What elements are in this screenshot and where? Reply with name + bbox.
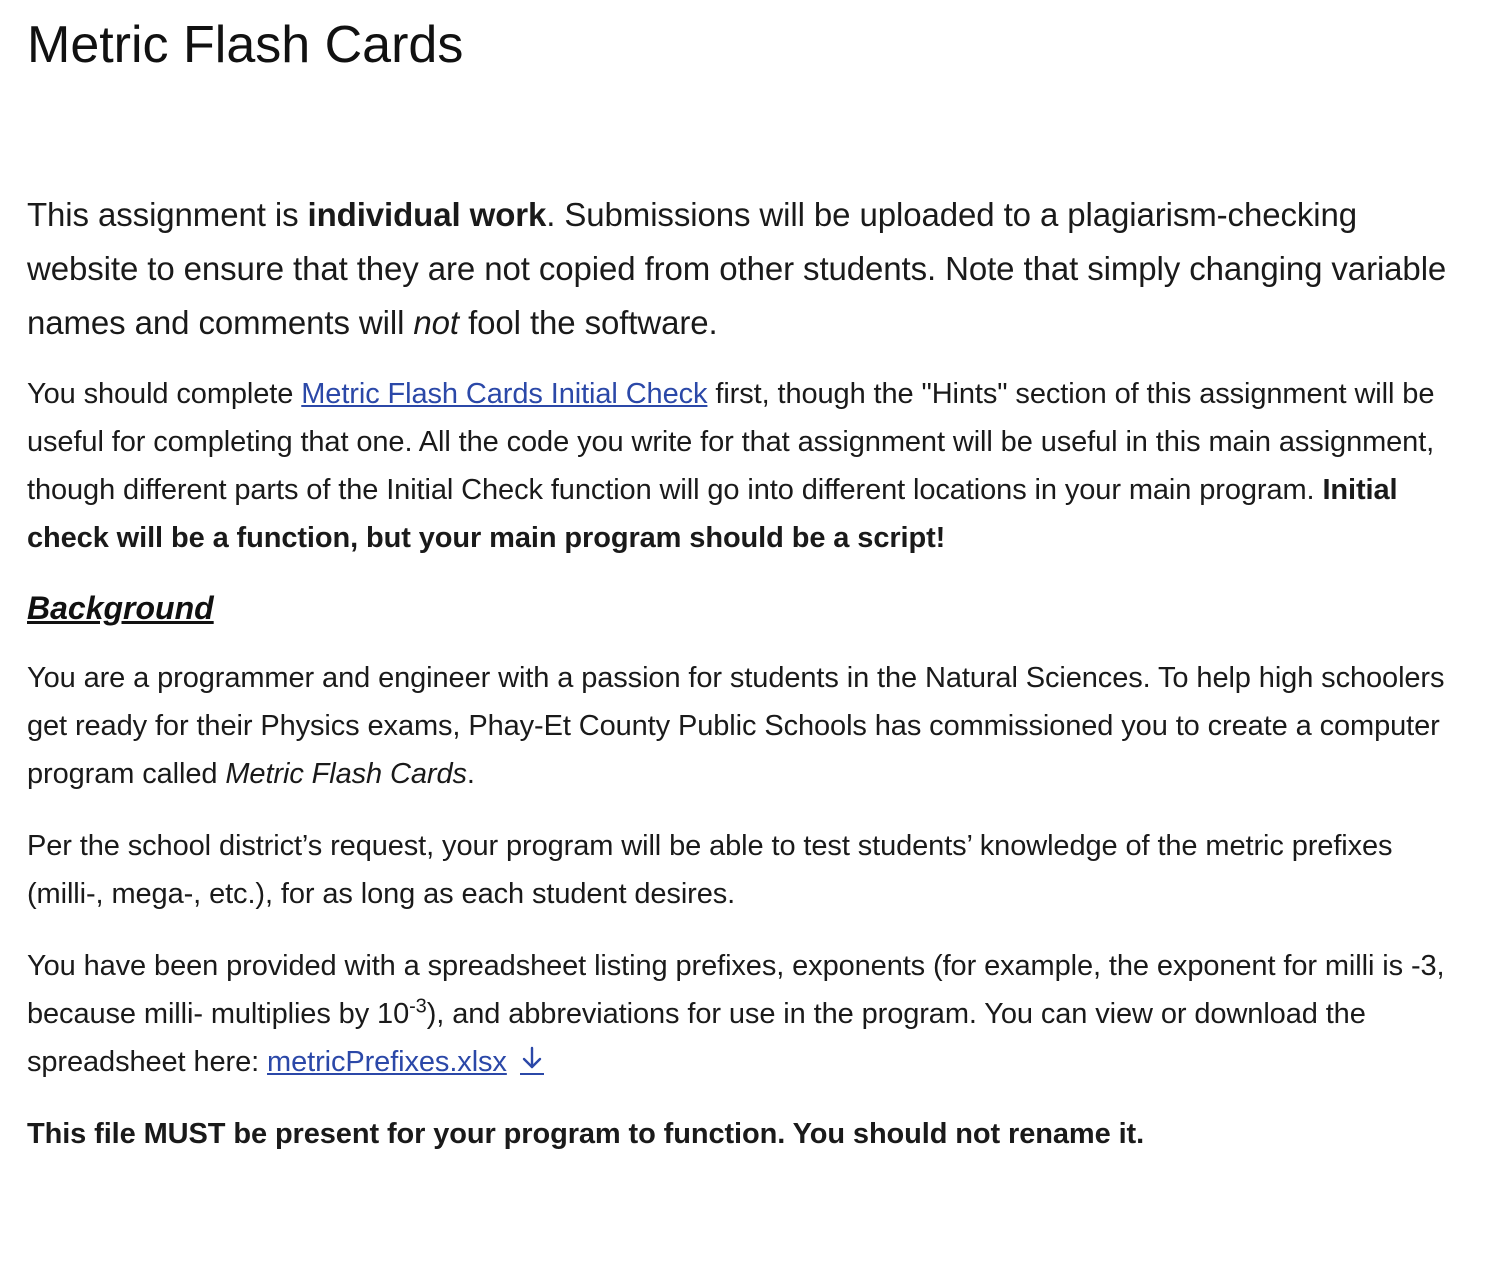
background-p3-text-2: ), and abbreviations for use in the program. You can view or download the spreadsheet here:: [27, 998, 1366, 1078]
download-arrow-svg: [517, 1043, 547, 1077]
background-p3-text-1: You have been provided with a spreadsheet listing prefixes, exponents (for example, the exponent for milli is -3, because milli- multiplies by 10: [27, 950, 1445, 1030]
background-p1-italic: Metric Flash Cards: [225, 758, 467, 790]
background-paragraph-3: [27, 942, 1470, 1086]
page-title: Metric Flash Cards: [27, 16, 464, 74]
background-p1-text-1: You are a programmer and engineer with a passion for students in the Natural Sciences. To help high schoolers get ready for their Physics exams, Phay-Et County Public Schools has commissioned you to create a computer program called: [27, 662, 1445, 790]
spreadsheet-file-link[interactable]: metricPrefixes.xlsx: [267, 1046, 507, 1078]
initial-check-bold: Initial check will be a function, but your main program should be a script!: [27, 474, 1398, 554]
intro-bold: individual work: [307, 196, 547, 233]
assignment-page: [0, 14, 1510, 1264]
initial-check-paragraph: [27, 370, 1470, 562]
download-arrow-icon[interactable]: [517, 1043, 547, 1077]
exponent-superscript: -3: [409, 995, 427, 1018]
initial-check-link[interactable]: Metric Flash Cards Initial Check: [301, 378, 708, 410]
background-p1-text-2: .: [466, 758, 475, 790]
initial-check-text-1: You should complete: [27, 378, 302, 410]
background-paragraph-2: Per the school district’s request, your program will be able to test students’ knowledge of the metric prefixes (milli-, mega-, etc.), for as long as each student desires.: [27, 830, 1393, 910]
warning-paragraph: [27, 1110, 1470, 1158]
intro-paragraph: [27, 188, 1470, 350]
warning-bold: This file MUST be present for your program to function. You should not rename it.: [27, 1118, 1145, 1150]
intro-text-2: . Submissions will be uploaded to a plagiarism-checking website to ensure that they are not copied from other students. Note that simply changing variable names and comments will: [27, 196, 1447, 341]
intro-text-1: This assignment is: [27, 196, 308, 233]
background-paragraph-1: [27, 654, 1470, 798]
initial-check-text-2: first, though the "Hints" section of this assignment will be useful for completing that one. All the code you write for that assignment will be useful in this main assignment, though different parts of the Initial Check function will go into different locations in your main program.: [27, 378, 1435, 506]
background-heading: Background: [27, 590, 214, 626]
intro-italic: not: [413, 304, 459, 341]
background-heading-wrap: [27, 584, 1470, 632]
intro-text-3: fool the software.: [459, 304, 718, 341]
